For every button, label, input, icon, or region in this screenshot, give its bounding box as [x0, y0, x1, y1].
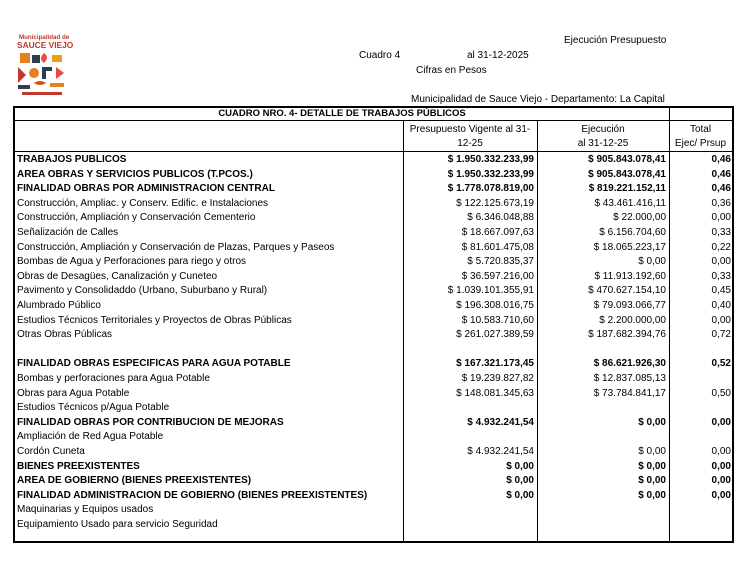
table-caption: CUADRO NRO. 4- DETALLE DE TRABAJOS PÚBLICOS	[218, 108, 466, 119]
row-label: FINALIDAD ADMINISTRACION DE GOBIERNO (BIENES PREEXISTENTES)	[17, 489, 368, 501]
row-ratio-value: 0,00	[711, 212, 731, 224]
row-execution-value: $ 22.000,00	[613, 212, 666, 224]
row-budget-value: $ 122.125.673,19	[456, 197, 534, 209]
row-label: FINALIDAD OBRAS ESPECIFICAS PARA AGUA POTABLE	[17, 358, 291, 370]
row-execution-value: $ 0,00	[638, 256, 666, 268]
row-label: Alumbrado Público	[17, 300, 101, 311]
row-budget-value: $ 18.667.097,63	[461, 227, 534, 238]
row-label: Señalización de Calles	[17, 227, 119, 238]
row-label: Pavimento y Consolidaddo (Urbano, Suburbano y Rural)	[17, 285, 268, 297]
row-ratio-value: 0,00	[711, 460, 731, 472]
row-budget-value: $ 0,00	[506, 489, 534, 501]
municipality-label: Municipalidad de Sauce Viejo - Departamento: La Capital	[411, 94, 665, 105]
row-execution-value: $ 18.065.223,17	[593, 241, 666, 253]
row-ratio-value: 0,33	[711, 227, 731, 238]
row-label: FINALIDAD OBRAS POR ADMINISTRACION CENTRAL	[17, 183, 275, 195]
row-ratio-value: 0,50	[711, 387, 731, 399]
row-budget-value: $ 261.027.389,59	[456, 329, 534, 341]
row-budget-value: $ 36.597.216,00	[461, 270, 534, 282]
row-execution-value: $ 0,00	[638, 475, 666, 487]
row-budget-value: $ 4.932.241,54	[467, 446, 534, 457]
row-budget-value: $ 1.950.332.233,99	[447, 168, 534, 180]
col-header-total-line1: Total	[689, 124, 712, 135]
row-label: Obras de Desagües, Canalización y Cuneteo	[17, 270, 218, 282]
row-label: Construcción, Ampliación y Conservación Cementerio	[17, 212, 256, 224]
row-ratio-value: 0,00	[711, 416, 731, 428]
logo-emblem-icon	[16, 51, 68, 99]
logo-text-line2: SAUCE VIEJO	[17, 40, 74, 50]
row-execution-value: $ 43.461.416,11	[594, 197, 666, 209]
row-execution-value: $ 73.784.841,17	[593, 387, 666, 399]
col-header-budget-line1: Presupuesto Vigente al 31-	[409, 124, 531, 135]
row-execution-value: $ 0,00	[638, 460, 666, 472]
row-ratio-value: 0,40	[711, 300, 731, 311]
col-header-execution-line1: Ejecución	[581, 124, 625, 135]
row-budget-value: $ 1.778.078.819,00	[447, 183, 534, 195]
row-execution-value: $ 2.200.000,00	[599, 314, 666, 326]
row-ratio-value: 0,52	[711, 358, 731, 370]
row-execution-value: $ 905.843.078,41	[588, 154, 666, 165]
row-label: Estudios Técnicos Territoriales y Proyectos de Obras Públicas	[17, 314, 292, 326]
row-execution-value: $ 6.156.704,60	[599, 227, 666, 238]
row-execution-value: $ 0,00	[638, 416, 666, 428]
row-execution-value: $ 819.221.152,11	[588, 183, 666, 195]
row-budget-value: $ 196.308.016,75	[456, 300, 534, 311]
row-execution-value: $ 12.837.085,13	[593, 373, 666, 384]
row-budget-value: $ 10.583.710,60	[461, 314, 534, 326]
row-execution-value: $ 0,00	[638, 489, 666, 501]
row-ratio-value: 0,46	[711, 168, 731, 180]
row-budget-value: $ 19.239.827,82	[461, 373, 534, 384]
row-label: Cordón Cuneta	[17, 446, 85, 457]
row-execution-value: $ 470.627.154,10	[588, 285, 666, 297]
row-budget-value: $ 0,00	[506, 460, 534, 472]
row-ratio-value: 0,72	[711, 329, 731, 341]
date-label: al 31-12-2025	[467, 50, 529, 61]
currency-note: Cifras en Pesos	[416, 65, 487, 76]
row-budget-value: $ 5.720.835,37	[467, 256, 534, 268]
report-title: Ejecución Presupuesto	[564, 35, 667, 46]
row-label: Construcción, Ampliac. y Conserv. Edific. e Instalaciones	[17, 197, 269, 209]
row-ratio-value: 0,00	[711, 475, 731, 487]
row-execution-value: $ 11.913.192,60	[594, 270, 666, 282]
cuadro-label: Cuadro 4	[359, 50, 401, 61]
row-ratio-value: 0,00	[711, 314, 731, 326]
row-label: AREA OBRAS Y SERVICIOS PUBLICOS (T.PCOS.)	[17, 168, 253, 180]
row-budget-value: $ 6.346.048,88	[467, 212, 534, 224]
row-budget-value: $ 148.081.345,63	[456, 387, 534, 399]
row-ratio-value: 0,00	[711, 256, 731, 268]
row-label: BIENES PREEXISTENTES	[17, 460, 140, 472]
logo-text-line1: Municipalidad de	[19, 34, 70, 41]
row-execution-value: $ 905.843.078,41	[588, 168, 666, 180]
row-label: Ampliación de Red Agua Potable	[17, 431, 164, 443]
row-budget-value: $ 4.932.241,54	[467, 416, 534, 428]
public-works-table	[13, 106, 734, 543]
row-ratio-value: 0,46	[711, 154, 731, 165]
row-budget-value: $ 0,00	[506, 475, 534, 487]
row-execution-value: $ 86.621.926,30	[593, 358, 666, 370]
row-label: Estudios Técnicos p/Agua Potable	[17, 402, 170, 414]
row-ratio-value: 0,22	[711, 241, 731, 253]
municipal-logo	[14, 34, 74, 100]
row-label: Bombas de Agua y Perforaciones para riego y otros	[17, 256, 247, 268]
row-label: Otras Obras Públicas	[17, 329, 113, 341]
col-header-execution-line2: al 31-12-25	[577, 138, 629, 149]
row-ratio-value: 0,45	[711, 285, 731, 297]
row-budget-value: $ 1.039.101.355,91	[447, 285, 534, 297]
row-label: FINALIDAD OBRAS POR CONTRIBUCION DE MEJORAS	[17, 416, 284, 428]
row-budget-value: $ 1.950.332.233,99	[447, 154, 534, 165]
row-label: Obras para Agua Potable	[17, 387, 130, 399]
row-budget-value: $ 81.601.475,08	[461, 241, 534, 253]
row-label: Maquinarias y Equipos usados	[17, 504, 154, 516]
row-execution-value: $ 0,00	[638, 446, 666, 457]
row-execution-value: $ 79.093.066,77	[593, 300, 666, 311]
row-label: Construcción, Ampliación y Conservación de Plazas, Parques y Paseos	[17, 241, 335, 253]
row-ratio-value: 0,00	[711, 489, 731, 501]
row-label: Bombas y perforaciones para Agua Potable	[17, 373, 210, 384]
col-header-budget-line2: 12-25	[457, 138, 483, 149]
row-execution-value: $ 187.682.394,76	[588, 329, 666, 341]
row-label: TRABAJOS PUBLICOS	[17, 154, 127, 165]
row-ratio-value: 0,33	[711, 270, 731, 282]
row-label: Equipamiento Usado para servicio Seguridad	[17, 519, 218, 530]
row-ratio-value: 0,46	[711, 183, 731, 195]
row-label: AREA DE GOBIERNO (BIENES PREEXISTENTES)	[17, 475, 252, 487]
row-ratio-value: 0,00	[711, 446, 731, 457]
row-ratio-value: 0,36	[711, 197, 731, 209]
row-budget-value: $ 167.321.173,45	[456, 358, 534, 370]
col-header-total-line2: Ejec/ Prsup	[674, 138, 727, 149]
